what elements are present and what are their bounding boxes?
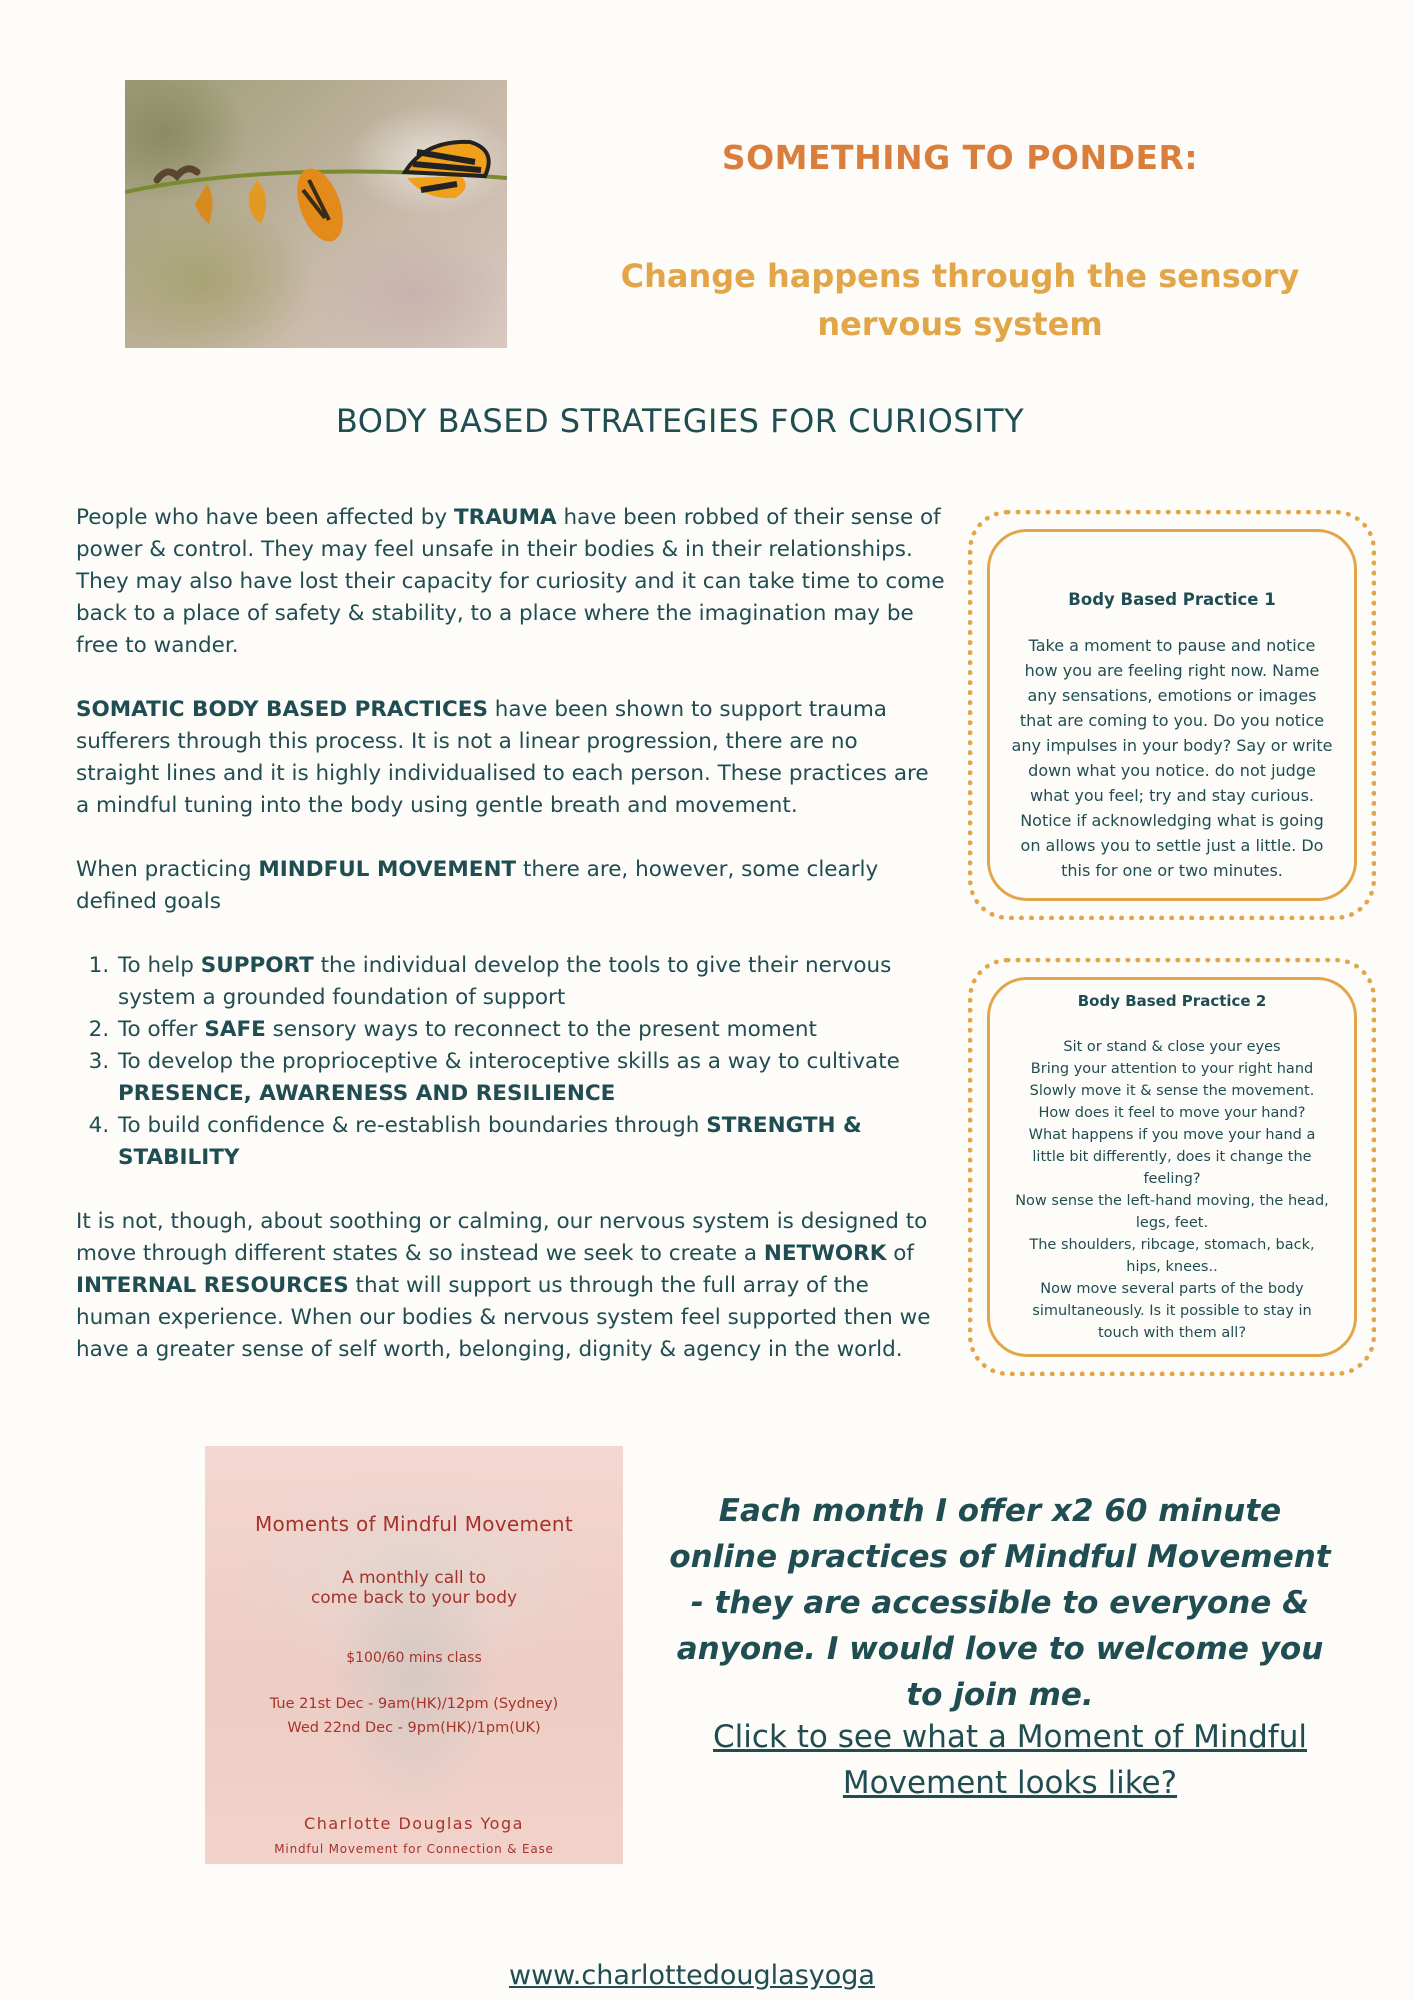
paragraph-somatic (76, 694, 946, 822)
ponder-line-1: Change happens through the sensory (620, 257, 1300, 295)
text-run: To offer (118, 1017, 205, 1042)
emphasis-trauma: TRAUMA (454, 505, 557, 530)
goal-item (116, 1014, 946, 1046)
text-run: To develop the proprioceptive & interoceptive skills as a way to cultivate (118, 1049, 900, 1074)
text-run: the individual develop the tools to give their nervous system a grounded foundation of support (118, 953, 892, 1010)
text-run: there are, however, some clearly defined goals (76, 857, 879, 914)
goal-item (116, 1110, 946, 1174)
goal-item (116, 1046, 946, 1110)
flyer-price: $100/60 mins class (346, 1650, 482, 1666)
class-flyer (205, 1446, 623, 1864)
butterfly-metamorphosis-photo (125, 80, 507, 348)
flyer-title: Moments of Mindful Movement (254, 1512, 574, 1536)
mindful-movement-video-link[interactable]: Click to see what a Moment of Mindful Movement looks like? (713, 1719, 1307, 1801)
website-link[interactable]: www.charlottedouglasyoga (509, 1960, 875, 1991)
main-article (76, 502, 946, 1398)
practice-2-line: Sit or stand & close your eyes (1063, 1039, 1281, 1055)
practice-2-title: Body Based Practice 2 (1077, 992, 1267, 1010)
practice-2-line: Now move several parts of the body simultaneously. Is it possible to stay in touch with them all? (1032, 1281, 1312, 1341)
text-run: of (886, 1241, 914, 1266)
practice-1-text: Take a moment to pause and notice how you are feeling right now. Name any sensations, emotions or images that are coming to you. Do you notice any impulses in your body? Say or write down what you notice. do not judge what you feel; try and stay curious. Notice if acknowledging what is going on allows you to settle just a little. Do this for one or two minutes. (1011, 636, 1333, 880)
practice-2-line: Bring your attention to your right hand (1030, 1061, 1314, 1077)
text-run: that will support us through the full array of the human experience. When our bodies & nervous system feel supported then we have a greater sense of self worth, belonging, dignity & agency in the world. (76, 1273, 931, 1362)
ponder-line-2: nervous system (817, 305, 1103, 343)
flyer-tagline: Mindful Movement for Connection & Ease (274, 1842, 554, 1856)
monthly-offer-text: Each month I offer x2 60 minute online practices of Mindful Movement - they are accessible to everyone & anyone. I would love to welcome you to join me. (669, 1493, 1331, 1713)
goal-emphasis: SUPPORT (200, 953, 314, 978)
practice-2-line: Slowly move it & sense the movement. (1029, 1083, 1315, 1099)
butterfly-illustration (125, 80, 507, 348)
text-run: People who have been affected by (76, 505, 454, 530)
flyer-date: Tue 21st Dec - 9am(HK)/12pm (Sydney) (269, 1696, 559, 1712)
practice-2-line: Now sense the left-hand moving, the head, legs, feet. (1015, 1193, 1329, 1231)
practice-card-2-inner (987, 977, 1357, 1357)
practice-2-line: How does it feel to move your hand? (1038, 1105, 1306, 1121)
practice-2-line: What happens if you move your hand a little bit differently, does it change the feeling? (1028, 1127, 1316, 1187)
ponder-subheading (620, 252, 1300, 348)
goal-emphasis: SAFE (204, 1017, 266, 1042)
flyer-subtitle-line: come back to your body (310, 1588, 518, 1608)
text-run: have been shown to support trauma sufferers through this process. It is not a linear progression, there are no straight lines and it is highly individualised to each person. These practices are a mindful tuning into the body using gentle breath and movement. (76, 697, 929, 818)
text-run: sensory ways to reconnect to the present moment (265, 1017, 817, 1042)
paragraph-trauma (76, 502, 946, 662)
practice-1-title: Body Based Practice 1 (1068, 590, 1276, 609)
text-run: To help (118, 953, 201, 978)
flyer-subtitle (205, 1568, 623, 1608)
emphasis-somatic: SOMATIC BODY BASED PRACTICES (76, 697, 488, 722)
emphasis-internal-resources: INTERNAL RESOURCES (76, 1273, 349, 1298)
emphasis-mindful-movement: MINDFUL MOVEMENT (258, 857, 517, 882)
paragraph-network (76, 1206, 946, 1366)
paragraph-mindful-movement (76, 854, 946, 918)
flyer-date: Wed 22nd Dec - 9pm(HK)/1pm(UK) (287, 1720, 541, 1736)
emphasis-network: NETWORK (763, 1241, 887, 1266)
text-run: When practicing (76, 857, 259, 882)
practice-card-2 (968, 958, 1376, 1376)
text-run: have been robbed of their sense of power & control. They may feel unsafe in their bodies & in their relationships. They may also have lost their capacity for curiosity and it can take time to come back to a place of safety & stability, to a place where the imagination may be free to wander. (76, 505, 945, 658)
practice-card-1-inner (987, 529, 1357, 901)
text-run: It is not, though, about soothing or calming, our nervous system is designed to move through different states & so instead we seek to create a (76, 1209, 928, 1266)
goals-list (76, 950, 946, 1174)
section-title: BODY BASED STRATEGIES FOR CURIOSITY (335, 402, 1025, 440)
practice-2-line: The shoulders, ribcage, stomach, back, hips, knees.. (1029, 1237, 1315, 1275)
goal-item (116, 950, 946, 1014)
practice-card-1 (968, 510, 1376, 920)
flyer-brand: Charlotte Douglas Yoga (304, 1814, 524, 1833)
practice-2-text (1012, 1036, 1332, 1344)
flyer-subtitle-line: A monthly call to (341, 1568, 487, 1588)
goal-emphasis: PRESENCE, AWARENESS AND RESILIENCE (118, 1081, 616, 1106)
goal-emphasis: STRENGTH & STABILITY (118, 1113, 862, 1170)
ponder-heading: SOMETHING TO PONDER: (721, 138, 1199, 177)
text-run: To build confidence & re-establish boundaries through (118, 1113, 707, 1138)
